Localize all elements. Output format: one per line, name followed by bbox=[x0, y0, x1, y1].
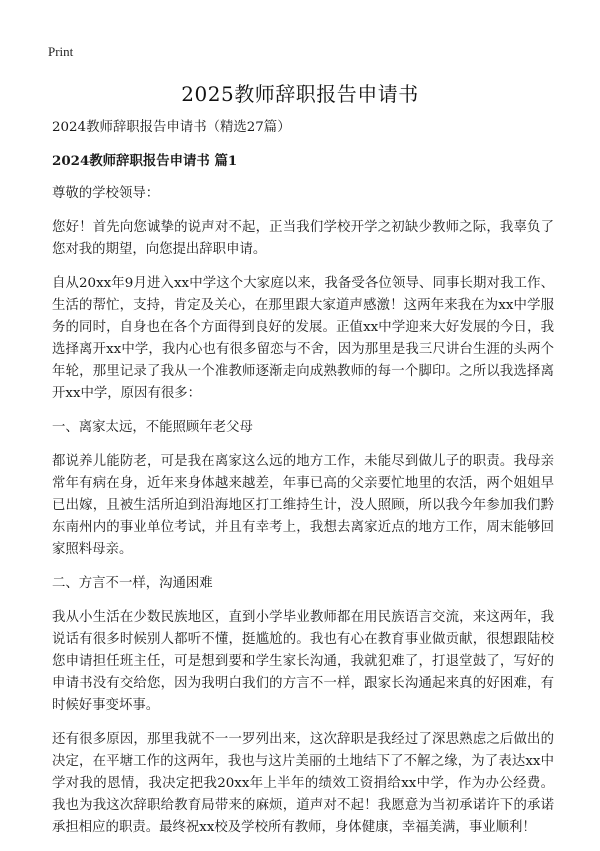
salutation: 尊敬的学校领导： bbox=[52, 186, 160, 201]
paragraph-reason-1: 都说养儿能防老，可是我在离家这么远的地方工作，未能尽到做儿子的职责。我母亲常年有病在身，近年来身体越来越差，年事已高的父亲要忙地里的农活，两个姐姐早已出嫁，且被生活所迫到沿海地区打工维持生计，没人照顾，所以我今年参加我们黔东南州内的事业单位考试，并且有幸考上，我想去离家近点的地方工作，周末能够回家照料母亲。 bbox=[52, 454, 554, 557]
section-heading: 2024教师辞职报告申请书 篇1 bbox=[52, 153, 238, 169]
print-link[interactable]: Print bbox=[48, 44, 74, 59]
paragraph-intro: 您好！首先向您诚挚的说声对不起，正当我们学校开学之初缺少教师之际，我辜负了您对我的期望，向您提出辞职申请。 bbox=[52, 220, 554, 257]
document-subtitle: 2024教师辞职报告申请书（精选27篇） bbox=[52, 120, 291, 135]
document-title: 2025教师辞职报告申请书 bbox=[181, 82, 419, 106]
document-body bbox=[52, 117, 554, 851]
paragraph-closing: 还有很多原因，那里我就不一一罗列出来，这次辞职是我经过了深思熟虑之后做出的决定，在平塘工作的这两年，我也与这片美丽的土地结下了不解之缘，为了表达xx中学对我的恩情，我决定把我20xx年上半年的绩效工资捐给xx中学，作为办公经费。我也为我这次辞职给教育局带来的麻烦，道声对不起！我愿意为当初承诺许下的承诺承担相应的职责。最终祝xx校及学校所有教师，身体健康，幸福美满，事业顺利！ bbox=[52, 732, 554, 835]
paragraph-reason-2: 我从小生活在少数民族地区，直到小学毕业教师都在用民族语言交流，来这两年，我说话有很多时候别人都听不懂，挺尴尬的。我也有心在教育事业做贡献，很想跟陆校您申请担任班主任，可是想到要和学生家长沟通，我就犯难了，打退堂鼓了，写好的申请书没有交给您，因为我明白我们的方言不一样，跟家长沟通起来真的好困难，有时候好事变坏事。 bbox=[52, 610, 554, 713]
reason-heading-1: 一、离家太远，不能照顾年老父母 bbox=[52, 420, 253, 435]
paragraph-background: 自从20xx年9月进入xx中学这个大家庭以来，我备受各位领导、同事长期对我工作、生活的帮忙，支持，肯定及关心，在那里跟大家道声感激！这两年来我在为xx中学服务的同时，自身也在各个方面得到良好的发展。正值xx中学迎来大好发展的今日，我选择离开xx中学，我内心也有很多留恋与不舍，因为那里是我三尺讲台生涯的头两个年轮，那里记录了我从一个准教师逐渐走向成熟教师的每一个脚印。之所以我选择离开xx中学，原因有很多： bbox=[52, 276, 554, 401]
reason-heading-2: 二、方言不一样，沟通困难 bbox=[52, 576, 213, 591]
